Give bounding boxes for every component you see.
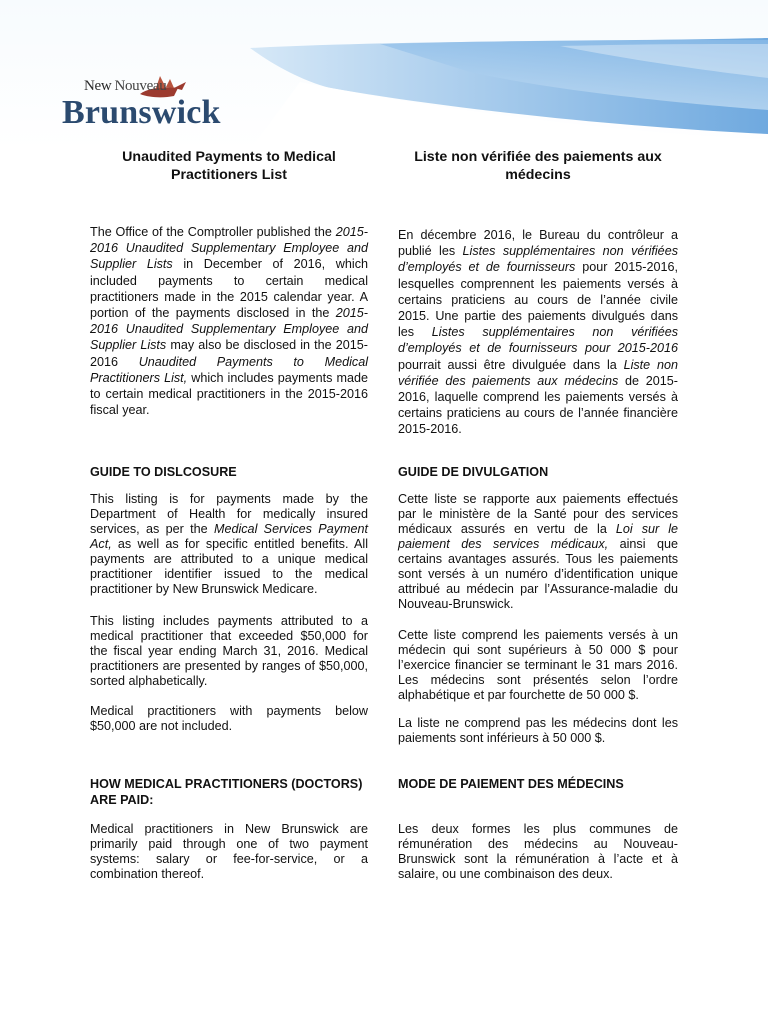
en-guide-body-3 [90,704,368,734]
fr-guide-paragraph-2: Cette liste comprend les paiements versés à un médecin qui sont supérieurs à 50 000 $ pour l’exercice financier se terminant le 31 mars 2016. Les médecins sont présentés selon l’ordre alphabétique et par fourchette de 50 000 $. [398,628,678,702]
logo-new-text: New [84,78,112,94]
en-how-section [90,776,368,808]
fr-intro-paragraph [398,227,678,438]
fr-guide-paragraph-3: La liste ne comprend pas les médecins dont les paiements sont inférieurs à 50 000 $. [398,716,678,745]
en-title [90,148,368,184]
text-run: in December of 2016, which included payments to certain medical practitioners made in the 2015 calendar year. A portion of the payments disclosed in the [90,257,368,321]
text-run: pour 2015-2016, lesquelles comprennent les paiements versés à certains praticiens au cours de l’année civile 2015. Une partie des paiements divulgués dans les [398,260,678,340]
en-intro-paragraph [90,224,368,418]
fr-guide-paragraph-1 [398,492,678,612]
italic-title-run: Listes supplémentaires non vérifiées d’employés et de fournisseurs pour 2015-2016 [398,325,678,356]
text-run: ainsi que certains avantages assurés. Tous les paiements sont versés à un numéro d’identification unique attribué au médecin par l’Assurance-maladie du Nouveau-Brunswick. [398,537,678,611]
en-guide-section [90,464,368,480]
en-how-paragraph: Medical practitioners in New Brunswick are primarily paid through one of two payment systems: salary or fee-for-service, or a combination thereof. [90,822,368,881]
fr-guide-body-2 [398,628,678,703]
en-guide-heading: GUIDE TO DISLCOSURE [90,465,237,479]
fr-guide-body [398,492,678,612]
italic-title-run: Loi sur le paiement des services médicaux, [398,522,678,551]
logo-brunswick-text: Brunswick [62,94,221,131]
fr-title [398,148,678,184]
en-title-line2: Practitioners List [171,167,287,183]
en-how-body [90,822,368,882]
fr-guide-section [398,464,678,480]
fr-title-line1: Liste non vérifiée des paiements aux [414,149,662,165]
text-run: which includes payments made to certain medical practitioners in the 2015-2016 fiscal year. [90,370,368,418]
italic-title-run: 2015-2016 Unaudited Supplementary Employee and Supplier Lists [90,225,368,272]
en-guide-paragraph-2: This listing includes payments attributed to a medical practitioner that exceeded $50,000 for the fiscal year ending March 31, 2016. Medical practitioners are presented by ranges of $50,000, sorted alphabetically. [90,614,368,688]
text-run: pourrait aussi être divulguée dans la [398,357,624,372]
text-run: de 2015-2016, laquelle comprend les paiements versés à certains praticiens au cours de l’année financière 2015-2016. [398,373,678,437]
logo-nouveau-text: Nouveau [114,78,167,94]
en-column [90,224,368,418]
fr-how-section [398,776,678,792]
fr-how-body [398,822,678,882]
italic-title-run: Unaudited Payments to Medical Practitioners List, [90,354,368,385]
en-how-heading: HOW MEDICAL PRACTITIONERS (DOCTORS) ARE PAID: [90,777,363,807]
en-title-line1: Unaudited Payments to Medical [122,149,336,165]
fr-how-heading: MODE DE PAIEMENT DES MÉDECINS [398,777,624,791]
fr-column [398,227,678,438]
text-run: Cette liste se rapporte aux paiements effectués par le ministère de la Santé pour des services médicaux assurés en vertu de la [398,492,678,536]
en-guide-body-2 [90,614,368,689]
en-guide-paragraph-1 [90,492,368,597]
italic-title-run: 2015-2016 Unaudited Supplementary Employee and Supplier Lists [90,306,368,353]
en-guide-body [90,492,368,597]
text-run: En décembre 2016, le Bureau du contrôleur a publié les [398,228,678,259]
text-run: as well as for specific entitled benefits. All payments are attributed to a unique medical practitioner identifier issued to the medical practitioner by New Brunswick Medicare. [90,537,368,596]
en-guide-paragraph-3: Medical practitioners with payments below $50,000 are not included. [90,704,368,733]
new-brunswick-logo [60,76,250,142]
text-run: The Office of the Comptroller published the [90,225,336,239]
italic-title-run: Medical Services Payment Act, [90,522,368,551]
italic-title-run: Listes supplémentaires non vérifiées d’employés et de fournisseurs [398,244,678,275]
fr-title-line2: médecins [505,167,571,183]
text-run: This listing is for payments made by the Department of Health for medically insured services, as per the [90,492,368,536]
italic-title-run: Liste non vérifiée des paiements aux médecins [398,357,678,388]
fr-guide-body-3 [398,716,678,746]
fr-how-paragraph: Les deux formes les plus communes de rémunération des médecins au Nouveau-Brunswick sont la rémunération à l’acte et à salaire, ou une combinaison des deux. [398,822,678,881]
fr-guide-heading: GUIDE DE DIVULGATION [398,465,549,479]
text-run: may also be disclosed in the 2015-2016 [90,338,368,369]
